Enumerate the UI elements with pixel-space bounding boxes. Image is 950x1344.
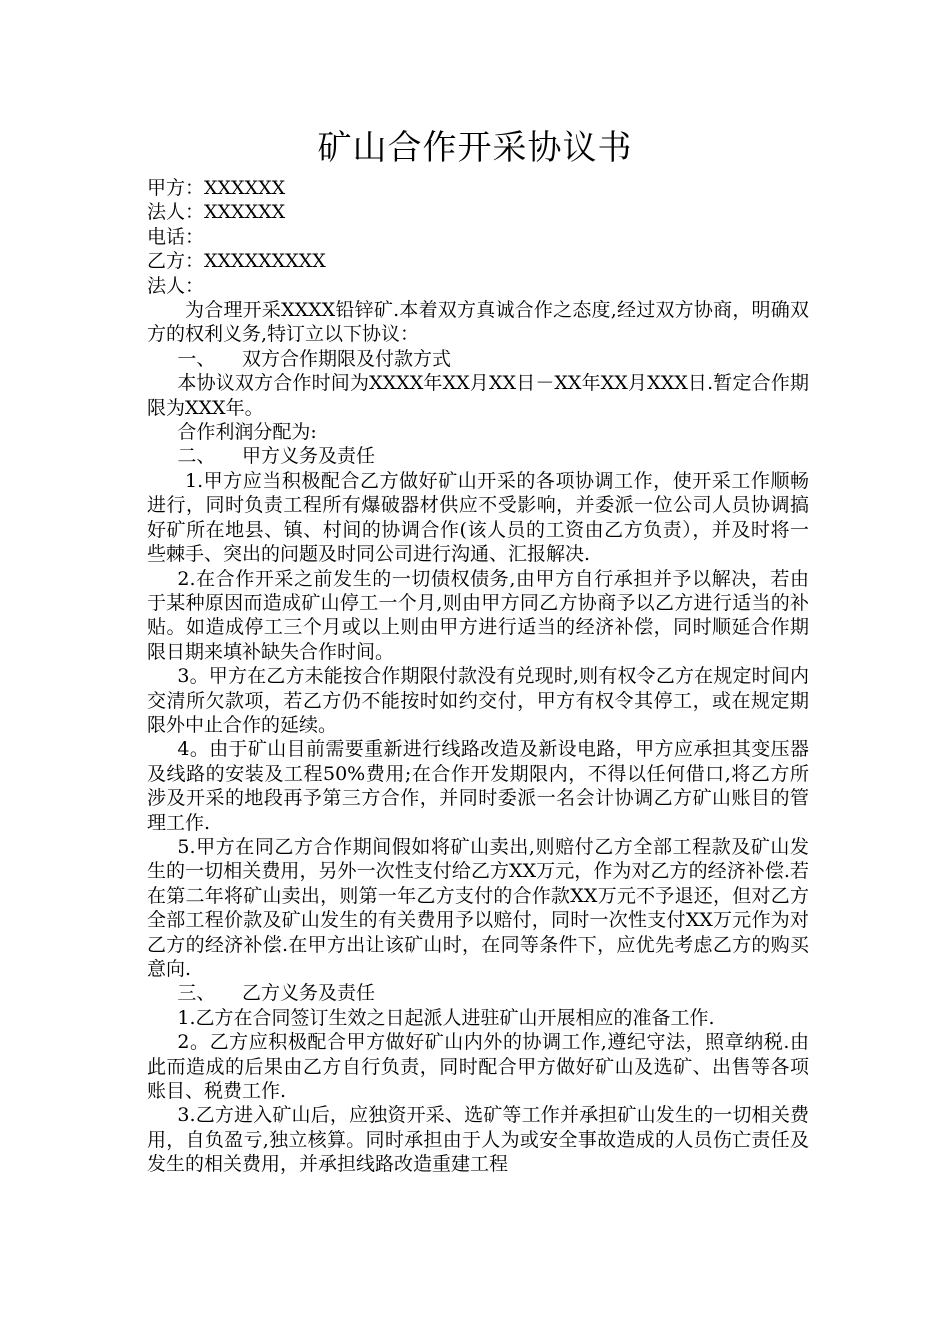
section-2-title: 甲方义务及责任 (241, 445, 375, 468)
section-1-title: 双方合作期限及付款方式 (241, 347, 451, 370)
section-3-clause: 3.乙方进入矿山后，应独资开采、选矿等工作并承担矿山发生的一切相关费用，自负盈亏,独立核算。同时承担由于人为或安全事故造成的人员伤亡责任及发生的相关费用，并承担线路改造重建工程 (147, 1104, 809, 1176)
section-1-paragraph: 本协议双方合作时间为XXXX年XX月XX日－XX年XX月XXX日.暂定合作期限为XXX年。 (147, 372, 809, 419)
section-2-clause: 2.在合作开采之前发生的一切债权债务,由甲方自行承担并予以解决，若由于某种原因而造成矿山停工一个月,则由甲方同乙方协商予以乙方进行适当的补贴。如造成停工三个月或以上则由甲方进行适当的经济补偿，同时顺延合作期限日期来填补缺失合作时间。 (147, 567, 809, 663)
section-2-clause: 3。甲方在乙方未能按合作期限付款没有兑现时,则有权令乙方在规定时间内交清所欠款项，若乙方仍不能按时如约交付，甲方有权令其停工，或在规定期限外中止合作的延续。 (147, 665, 809, 736)
section-2-heading (147, 444, 809, 468)
party-a-line: 甲方：XXXXXX (147, 177, 286, 199)
section-1-number: 一、 (177, 347, 216, 370)
section-3-clause: 1.乙方在合同签订生效之日起派人进驻矿山开展相应的准备工作. (177, 1006, 715, 1029)
section-3-clause: 2。乙方应积极配合甲方做好矿山内外的协调工作,遵纪守法，照章纳税.由此而造成的后果由乙方自行负责，同时配合甲方做好矿山及选矿、出售等各项账目、税费工作. (147, 1031, 809, 1103)
party-a-legal-rep-line: 法人：XXXXXX (147, 201, 286, 224)
section-2-clause: 1.甲方应当积极配合乙方做好矿山开采的各项协调工作，使开采工作顺畅进行，同时负责工程所有爆破器材供应不受影响，并委派一位公司人员协调搞好矿所在地县、镇、村间的协调合作(该人员的工资由乙方负责），并及时将一些棘手、突出的问题及时同公司进行沟通、汇报解决. (147, 469, 809, 566)
party-b-line: 乙方：XXXXXXXXX (147, 250, 326, 273)
profit-distribution-line: 合作利润分配为: (177, 421, 317, 444)
section-3-title: 乙方义务及责任 (241, 982, 375, 1005)
section-2-number: 二、 (177, 445, 216, 468)
section-2-clause: 5.甲方在同乙方合作期间假如将矿山卖出,则赔付乙方全部工程款及矿山发生的一切相关费用，另外一次性支付给乙方XX万元，作为对乙方的经济补偿.若在第二年将矿山卖出，则第一年乙方支付的合作款XX万元不予退还，但对乙方全部工程价款及矿山发生的有关费用予以赔付，同时一次性支付XX万元作为对乙方的经济补偿.在甲方出让该矿山时，在同等条件下，应优先考虑乙方的购买意向. (147, 835, 809, 980)
document-body (147, 176, 809, 1177)
phone-line: 电话： (147, 225, 205, 248)
section-3-heading (147, 981, 809, 1005)
section-3-number: 三、 (177, 982, 216, 1005)
section-1-heading (147, 347, 809, 371)
document-title: 矿山合作开采协议书 (317, 128, 633, 168)
party-b-legal-rep-line: 法人： (147, 274, 205, 297)
section-2-clause: 4。由于矿山目前需要重新进行线路改造及新设电路，甲方应承担其变压器及线路的安装及工程50%费用;在合作开发期限内，不得以任何借口,将乙方所涉及开采的地段再予第三方合作，并同时委派一名会计协调乙方矿山账目的管理工作. (147, 738, 809, 834)
preamble-paragraph: 为合理开采XXXX铅锌矿.本着双方真诚合作之态度,经过双方协商，明确双方的权利义务,特订立以下协议： (147, 299, 809, 346)
